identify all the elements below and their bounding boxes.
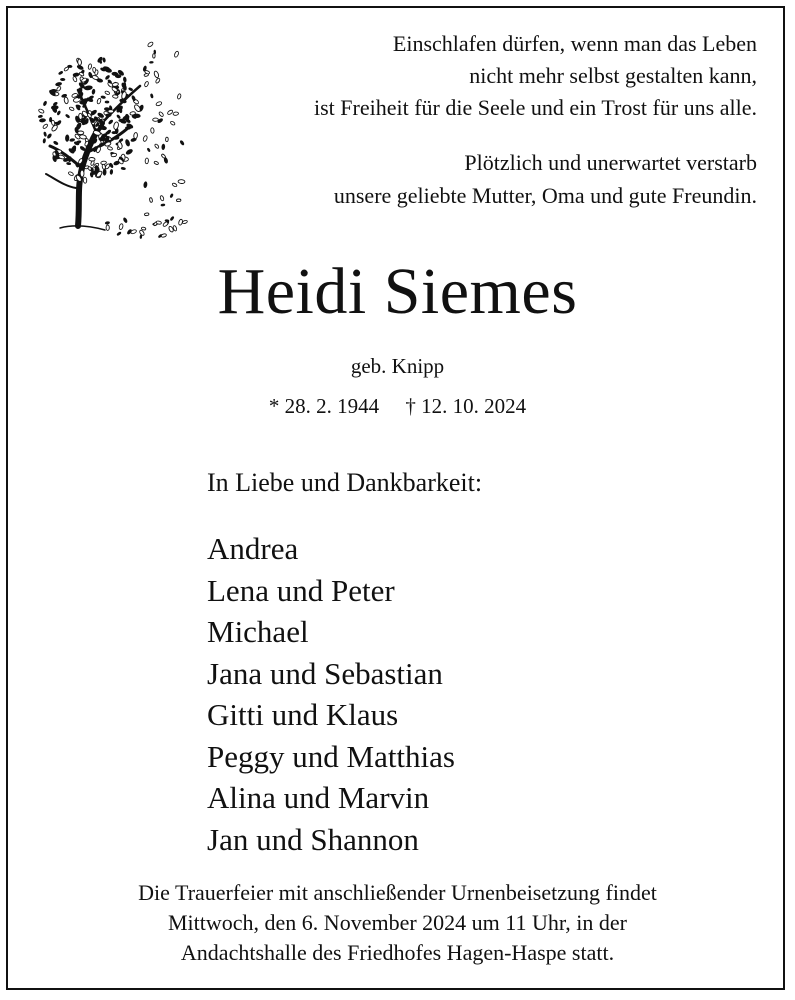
leaf-icon	[38, 108, 44, 113]
funeral-notice	[0, 878, 795, 968]
leaf-icon	[92, 75, 99, 80]
leaf-icon	[68, 171, 74, 176]
leaf-icon	[66, 162, 71, 165]
leaf-icon	[150, 93, 154, 98]
leaf-icon	[103, 169, 107, 176]
leaf-icon	[42, 100, 47, 106]
leaf-icon	[165, 137, 168, 142]
leaf-icon	[146, 147, 150, 152]
leaf-icon	[102, 57, 106, 62]
leaf-icon	[122, 217, 128, 224]
leaf-icon	[60, 78, 65, 81]
mourner-entry: Peggy und Matthias	[207, 738, 455, 774]
motto-quote	[157, 28, 757, 124]
leaf-icon	[112, 94, 118, 98]
leaf-icon	[56, 86, 61, 92]
leaf-icon	[53, 140, 59, 146]
announcement-line: unsere geliebte Mutter, Oma und gute Freundin.	[333, 183, 757, 208]
leaf-icon	[125, 148, 134, 156]
leaf-icon	[124, 139, 130, 147]
leaf-icon	[116, 114, 121, 119]
motto-line: ist Freiheit für die Seele und ein Trost für uns alle.	[314, 95, 757, 120]
leaf-icon	[78, 113, 82, 119]
leaf-icon	[107, 146, 113, 150]
mourner-entry: Alina und Marvin	[207, 780, 430, 815]
leaf-icon	[161, 233, 167, 237]
leaf-icon	[88, 64, 92, 70]
leaf-icon	[123, 76, 127, 82]
leaf-icon	[133, 104, 141, 113]
leaf-icon	[151, 128, 155, 134]
leaf-icon	[65, 134, 69, 141]
leaf-icon	[139, 229, 145, 236]
leaf-icon	[55, 81, 63, 86]
leaf-icon	[64, 97, 69, 104]
leaf-icon	[89, 157, 95, 161]
leaf-icon	[42, 138, 46, 144]
leaf-icon	[116, 231, 122, 236]
leaf-icon	[143, 135, 148, 142]
leaf-icon	[38, 114, 43, 118]
mourner-entry: Jana und Sebastian	[207, 655, 443, 691]
leaf-icon	[43, 131, 47, 137]
leaf-icon	[91, 89, 95, 95]
leaf-icon	[79, 100, 87, 104]
notice-line: Mittwoch, den 6. November 2024 um 11 Uhr, in der	[167, 910, 627, 935]
leaf-icon	[56, 110, 61, 116]
mourner-entry: Lena und Peter	[207, 572, 395, 608]
leaf-icon	[104, 74, 110, 80]
mourner-entry: Michael	[207, 614, 309, 649]
leaf-icon	[42, 123, 48, 129]
leaf-icon	[51, 124, 58, 132]
leaf-icon	[46, 133, 52, 140]
leaf-icon	[69, 138, 75, 142]
leaf-icon	[149, 61, 154, 64]
leaf-icon	[119, 223, 124, 230]
leaf-icon	[169, 216, 174, 222]
leaf-icon	[105, 221, 110, 225]
leaf-icon	[69, 106, 75, 111]
leaf-icon	[149, 197, 152, 202]
leaf-icon	[39, 118, 46, 123]
leaf-icon	[72, 76, 77, 82]
leaf-icon	[147, 41, 154, 47]
leaf-icon	[80, 170, 84, 177]
announcement-line: Plötzlich und unerwartet verstarb	[464, 150, 757, 175]
mourner-entry: Gitti und Klaus	[207, 697, 399, 732]
leaf-icon	[100, 95, 106, 99]
announcement-text	[157, 146, 757, 212]
leaf-icon	[110, 169, 114, 175]
leaf-icon	[153, 54, 155, 58]
leaf-icon	[141, 227, 146, 231]
mourners-list	[207, 528, 455, 860]
leaf-icon	[97, 98, 102, 104]
thanks-heading: In Liebe und Dankbarkeit:	[207, 468, 483, 497]
leaf-icon	[145, 158, 149, 164]
leaf-icon	[143, 181, 148, 188]
leaf-icon	[108, 110, 114, 113]
deceased-name: Heidi Siemes	[217, 255, 578, 328]
leaf-icon	[162, 221, 168, 227]
leaf-icon	[121, 167, 126, 171]
life-dates: * 28. 2. 1944 † 12. 10. 2024	[268, 394, 527, 418]
birth-name: geb. Knipp	[350, 354, 445, 378]
leaf-icon	[133, 132, 137, 139]
motto-line: nicht mehr selbst gestalten kann,	[469, 63, 757, 88]
leaf-icon	[144, 213, 149, 216]
leaf-icon	[105, 90, 111, 95]
notice-line: Andachtshalle des Friedhofes Hagen-Haspe statt.	[180, 940, 615, 965]
leaf-icon	[65, 113, 71, 118]
leaf-icon	[83, 177, 87, 183]
motto-line: Einschlafen dürfen, wenn man das Leben	[392, 31, 757, 56]
leaf-icon	[51, 105, 59, 110]
leaf-icon	[77, 59, 81, 66]
leaf-icon	[105, 101, 110, 104]
leaf-icon	[113, 121, 119, 129]
leaf-icon	[144, 81, 149, 87]
mourner-entry: Jan und Shannon	[207, 821, 419, 857]
leaf-icon	[108, 119, 114, 125]
leaf-icon	[58, 70, 64, 75]
leaf-icon	[106, 225, 109, 230]
mourner-entry: Andrea	[207, 531, 299, 566]
notice-line: Die Trauerfeier mit anschließender Urnenbeisetzung findet	[138, 880, 657, 905]
